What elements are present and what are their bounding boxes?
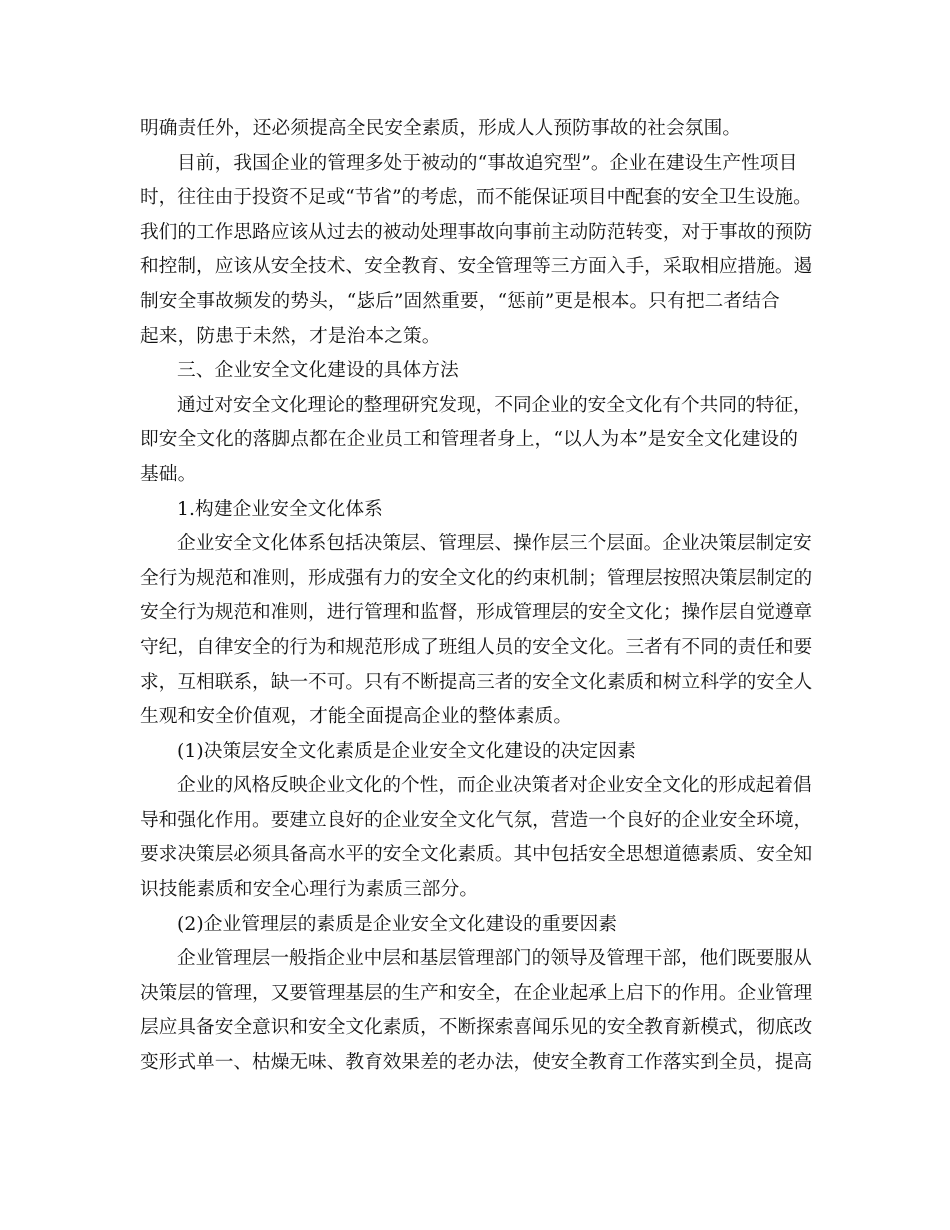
text-line: 决策层的管理，又要管理基层的生产和安全，在企业起承上启下的作用。企业管理 xyxy=(140,982,813,1004)
text-line: 变形式单一、枯燥无味、教育效果差的老办法，使安全教育工作落实到全员，提高 xyxy=(140,1052,813,1074)
text-line: 导和强化作用。要建立良好的企业安全文化气氛，营造一个良好的企业安全环境， xyxy=(140,809,813,831)
text-line: 1.构建企业安全文化体系 xyxy=(177,498,383,520)
text-line: (2)企业管理层的素质是企业安全文化建设的重要因素 xyxy=(177,913,618,935)
text-line: 生观和安全价值观，才能全面提高企业的整体素质。 xyxy=(140,706,573,728)
text-line: 明确责任外，还必须提高全民安全素质，形成人人预防事故的社会氛围。 xyxy=(140,118,742,139)
text-line: 求，互相联系，缺一不可。只有不断提高三者的安全文化素质和树立科学的安全人 xyxy=(140,671,813,693)
document-body xyxy=(140,112,812,1081)
text-line: 守纪，自律安全的行为和规范形成了班组人员的安全文化。三者有不同的责任和要 xyxy=(140,636,813,658)
text-line: 要求决策层必须具备高水平的安全文化素质。其中包括安全思想道德素质、安全知 xyxy=(140,844,813,866)
text-line: 制安全事故频发的势头，“毖后”固然重要，“惩前”更是根本。只有把二者结合 xyxy=(140,290,780,312)
text-line: 目前，我国企业的管理多处于被动的“事故追究型”。企业在建设生产性项目 xyxy=(177,152,798,174)
text-line: 三、企业安全文化建设的具体方法 xyxy=(177,360,459,382)
text-line: 和控制，应该从安全技术、安全教育、安全管理等三方面入手，采取相应措施。遏 xyxy=(140,256,813,278)
text-line: 时，往往由于投资不足或“节省”的考虑，而不能保证项目中配套的安全卫生设施。 xyxy=(140,187,812,209)
text-line: 企业安全文化体系包括决策层、管理层、操作层三个层面。企业决策层制定安 xyxy=(177,533,812,555)
text-line: 全行为规范和准则，形成强有力的安全文化的约束机制；管理层按照决策层制定的 xyxy=(140,567,813,589)
text-line: 我们的工作思路应该从过去的被动处理事故向事前主动防范转变，对于事故的预防 xyxy=(140,221,813,243)
text-line: 层应具备安全意识和安全文化素质，不断探索喜闻乐见的安全教育新模式，彻底改 xyxy=(140,1017,813,1039)
text-line: 企业的风格反映企业文化的个性，而企业决策者对企业安全文化的形成起着倡 xyxy=(177,775,812,797)
text-line: 安全行为规范和准则，进行管理和监督，形成管理层的安全文化；操作层自觉遵章 xyxy=(140,602,813,624)
text-line: 即安全文化的落脚点都在企业员工和管理者身上，“以人为本”是安全文化建设的 xyxy=(140,429,799,451)
text-line: 通过对安全文化理论的整理研究发现，不同企业的安全文化有个共同的特征， xyxy=(177,394,812,416)
text-line: 基础。 xyxy=(140,463,197,485)
text-line: (1)决策层安全文化素质是企业安全文化建设的决定因素 xyxy=(177,740,636,762)
text-line: 企业管理层一般指企业中层和基层管理部门的领导及管理干部，他们既要服从 xyxy=(177,948,812,970)
text-line: 识技能素质和安全心理行为素质三部分。 xyxy=(140,879,479,901)
text-line: 起来，防患于未然，才是治本之策。 xyxy=(140,325,441,347)
